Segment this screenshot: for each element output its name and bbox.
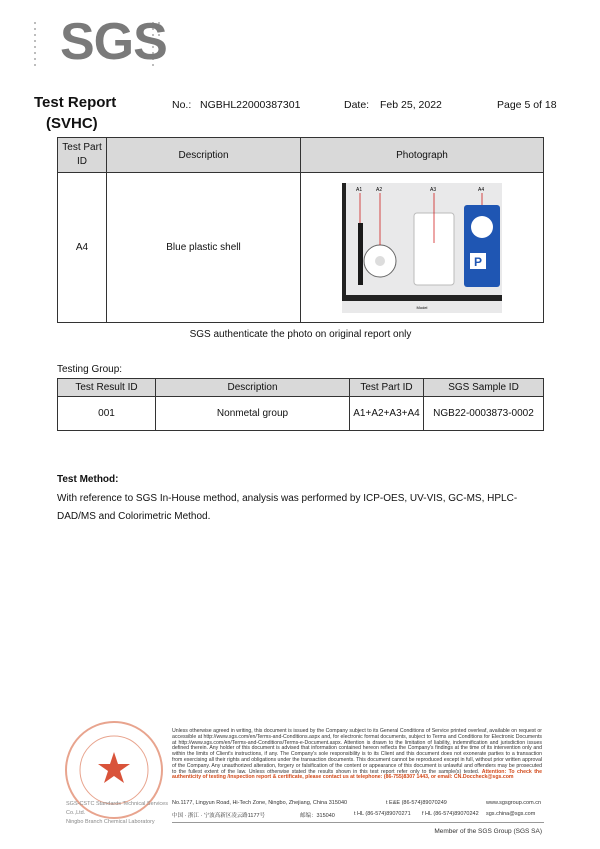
web-link[interactable]: www.sgsgroup.com.cn xyxy=(486,800,542,806)
photo-badge-p: P xyxy=(473,254,483,269)
photo-label-a1: A1 xyxy=(356,186,363,193)
lab-name-line-1: SGS-CSTC Standards Technical Services Co.,Ltd. xyxy=(66,801,168,816)
disclaimer-text: Unless otherwise agreed in writing, this document is issued by the Company subject to its General Conditions of Service printed overleaf, available on request or accessible at http://www.sgs.com/en/Terms-and-Conditions.aspx and, for electronic format documents, subject to Terms and Conditions for Electronic Documents at http://www.sgs.com/en/Terms-and-Conditions/Terms-e-Document.aspx. Attention is drawn to the limitation of liability, indemnification and jurisdiction issues defined therein. Any holder of this document is advised that information contained hereon reflects the Company's findings at the time of its intervention only and within the limits of Client's instructions, if any. The Company's sole responsibility is to its Client and this document does not exonerate parties to a transaction from exercising all their rights and obligations under the transaction documents. This document cannot be reproduced except in full, without prior written approval of the Company. Any unauthorized alteration, forgery or falsification of the content or appearance of this document is unlawful and offenders may be prosecuted to the fullest extent of the law. Unless otherwise stated the results shown in this test report refer only to the sample(s) tested. xyxy=(172,728,542,775)
header-sgs-sample-id: SGS Sample ID xyxy=(424,379,544,397)
photo-label-a4: A4 xyxy=(478,186,485,193)
lab-name xyxy=(66,800,176,827)
report-date-label: Date: xyxy=(344,99,370,111)
tel-hl: t HL (86-574)89070271 xyxy=(354,811,411,817)
report-subtitle: (SVHC) xyxy=(46,115,98,132)
sgs-logo-text: SGS xyxy=(60,13,167,71)
cell-photograph xyxy=(301,173,544,323)
sample-photo-table xyxy=(57,137,544,323)
cell-description: Blue plastic shell xyxy=(107,173,301,323)
lab-name-line-2: Ningbo Branch Chemical Laboratory xyxy=(66,819,155,825)
photo-caption: SGS authenticate the photo on original report only xyxy=(189,329,412,340)
photo-label-a3: A3 xyxy=(430,186,437,193)
fax-hl: f HL (86-574)89070242 xyxy=(422,811,479,817)
testing-group-label: Testing Group: xyxy=(57,364,123,375)
star-icon xyxy=(98,752,130,783)
header-group-test-part-id: Test Part ID xyxy=(350,379,424,397)
report-date-value: Feb 25, 2022 xyxy=(380,99,442,111)
cell-group-part-id: A1+A2+A3+A4 xyxy=(350,397,424,431)
address-cn: 中国 · 浙江 · 宁波高新区凌云路1177号 xyxy=(172,813,266,819)
address-en: No.1177, Lingyun Road, Hi-Tech Zone, Ningbo, Zhejiang, China 315040 xyxy=(172,800,348,806)
report-no-label: No.: xyxy=(172,99,192,111)
footer-divider xyxy=(172,822,544,823)
testing-group-table xyxy=(57,378,544,431)
email-link[interactable]: sgs.china@sgs.com xyxy=(486,811,536,817)
part-a1 xyxy=(358,223,363,285)
report-no-value: NGBHL22000387301 xyxy=(200,99,301,111)
report-title: Test Report xyxy=(34,94,117,111)
test-method-text: With reference to SGS In-House method, analysis was performed by ICP-OES, UV-VIS, GC-MS, HPLC-DAD/MS and Colorimetric Method. xyxy=(57,493,518,522)
disclaimer xyxy=(172,729,542,781)
sample-photo xyxy=(342,183,502,313)
header-group-description: Description xyxy=(156,379,350,397)
tel-ee: t E&E (86-574)89070249 xyxy=(386,800,447,806)
cell-group-description: Nonmetal group xyxy=(156,397,350,431)
disclaimer-attention: Attention: To check the authenticity of testing /inspection report & certificate, please contact us at telephone: (86-755)8307 1443, or email: CN.Doccheck@sgs.com xyxy=(172,768,542,781)
header-test-result-id: Test Result ID xyxy=(58,379,156,397)
header-description: Description xyxy=(107,138,301,173)
cell-result-id: 001 xyxy=(58,397,156,431)
photo-label-a2: A2 xyxy=(376,186,383,193)
cell-part-id: A4 xyxy=(58,173,107,323)
header-photograph: Photograph xyxy=(301,138,544,173)
cell-sample-id: NGB22-0003873-0002 xyxy=(424,397,544,431)
page-number: Page 5 of 18 xyxy=(497,99,557,111)
postcode-cn: 邮编：315040 xyxy=(300,813,335,819)
photo-model-label: Model xyxy=(416,304,428,310)
header-test-part-id: Test Part ID xyxy=(58,138,107,173)
member-line: Member of the SGS Group (SGS SA) xyxy=(434,828,542,835)
test-method-label: Test Method: xyxy=(57,474,119,485)
